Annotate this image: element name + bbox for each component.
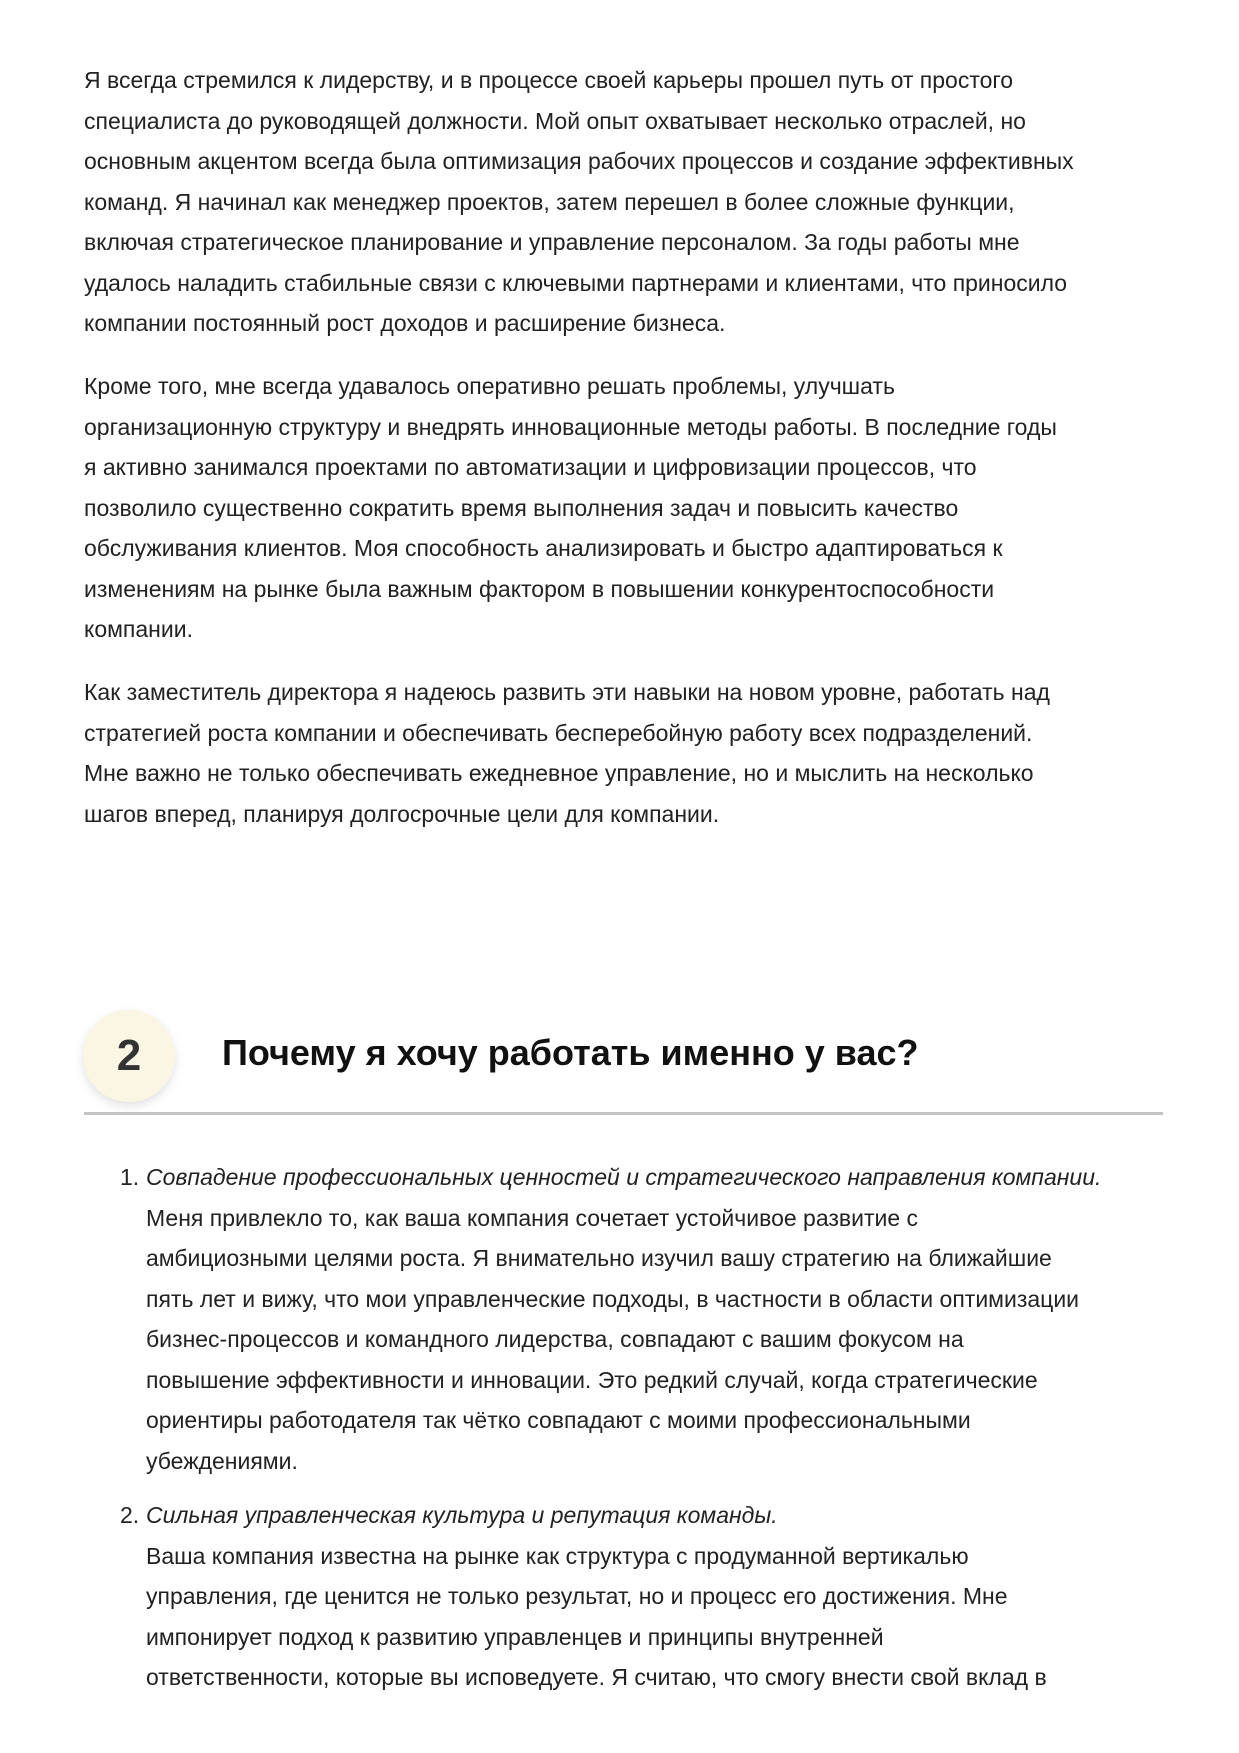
paragraph-line: Как заместитель директора я надеюсь развить эти навыки на новом уровне, работать над (84, 679, 1050, 705)
list-item-line: управления, где ценится не только результат, но и процесс его достижения. Мне (146, 1583, 1008, 1609)
paragraph-line: включая стратегическое планирование и управление персоналом. За годы работы мне (84, 229, 1020, 255)
paragraph-line: компании постоянный рост доходов и расширение бизнеса. (84, 310, 726, 336)
paragraph-line: обслуживания клиентов. Моя способность анализировать и быстро адаптироваться к (84, 535, 1003, 561)
paragraph-line: Кроме того, мне всегда удавалось оперативно решать проблемы, улучшать (84, 373, 895, 399)
paragraph-line: стратегией роста компании и обеспечивать бесперебойную работу всех подразделений. (84, 719, 1033, 746)
list-item-line: Меня привлекло то, как ваша компания сочетает устойчивое развитие с (146, 1204, 919, 1231)
list-item-title: Сильная управленческая культура и репутация команды. (146, 1502, 778, 1528)
paragraph-line: позволило существенно сократить время выполнения задач и повысить качество (84, 494, 959, 521)
list-item (120, 1495, 1166, 1698)
paragraph-line: Мне важно не только обеспечивать ежедневное управление, но и мыслить на несколько (84, 760, 1034, 786)
list-number: 1. (120, 1164, 140, 1190)
section-number-badge: 2 (83, 1010, 175, 1102)
list-item-title: Совпадение профессиональных ценностей и стратегического направления компании. (146, 1164, 1102, 1190)
list-number: 2. (120, 1502, 140, 1528)
paragraph-goals (84, 672, 1174, 834)
list-item-line: амбициозными целями роста. Я внимательно изучил вашу стратегию на ближайшие (146, 1245, 1052, 1271)
paragraph-career (84, 60, 1174, 344)
section-divider (84, 1112, 1163, 1115)
list-item-line: Ваша компания известна на рынке как структура с продуманной вертикалью (146, 1542, 969, 1569)
list-item-line: повышение эффективности и инновации. Это редкий случай, когда стратегические (146, 1366, 1038, 1393)
paragraph-line: Я всегда стремился к лидерству, и в процессе своей карьеры прошел путь от простого (84, 67, 1014, 93)
list-item-line: убеждениями. (146, 1447, 298, 1474)
paragraph-line: специалиста до руководящей должности. Мой опыт охватывает несколько отраслей, но (84, 107, 1026, 134)
paragraph-achievements (84, 366, 1174, 650)
paragraph-line: организационную структуру и внедрять инновационные методы работы. В последние годы (84, 413, 1057, 440)
paragraph-line: я активно занимался проектами по автоматизации и цифровизации процессов, что (84, 454, 977, 480)
paragraph-line: команд. Я начинал как менеджер проектов, затем перешел в более сложные функции, (84, 188, 1015, 215)
list-item (120, 1157, 1166, 1481)
paragraph-line: шагов вперед, планируя долгосрочные цели для компании. (84, 800, 720, 827)
list-item-line: ориентиры работодателя так чётко совпадают с моими профессиональными (146, 1407, 971, 1433)
list-item-line: пять лет и вижу, что мои управленческие подходы, в частности в области оптимизации (146, 1285, 1080, 1312)
list-item-line: бизнес-процессов и командного лидерства, совпадают с вашим фокусом на (146, 1326, 964, 1352)
paragraph-line: компании. (84, 616, 193, 642)
paragraph-line: удалось наладить стабильные связи с ключевыми партнерами и клиентами, что приносило (84, 269, 1068, 296)
paragraph-line: изменениям на рынке была важным фактором в повышении конкурентоспособности (84, 575, 995, 602)
list-item-line: ответственности, которые вы исповедуете. Я считаю, что смогу внести свой вклад в (146, 1664, 1047, 1690)
section-heading: Почему я хочу работать именно у вас? (222, 1032, 919, 1073)
paragraph-line: основным акцентом всегда была оптимизация рабочих процессов и создание эффективных (84, 148, 1074, 174)
list-item-line: импонирует подход к развитию управленцев и принципы внутренней (146, 1623, 884, 1650)
